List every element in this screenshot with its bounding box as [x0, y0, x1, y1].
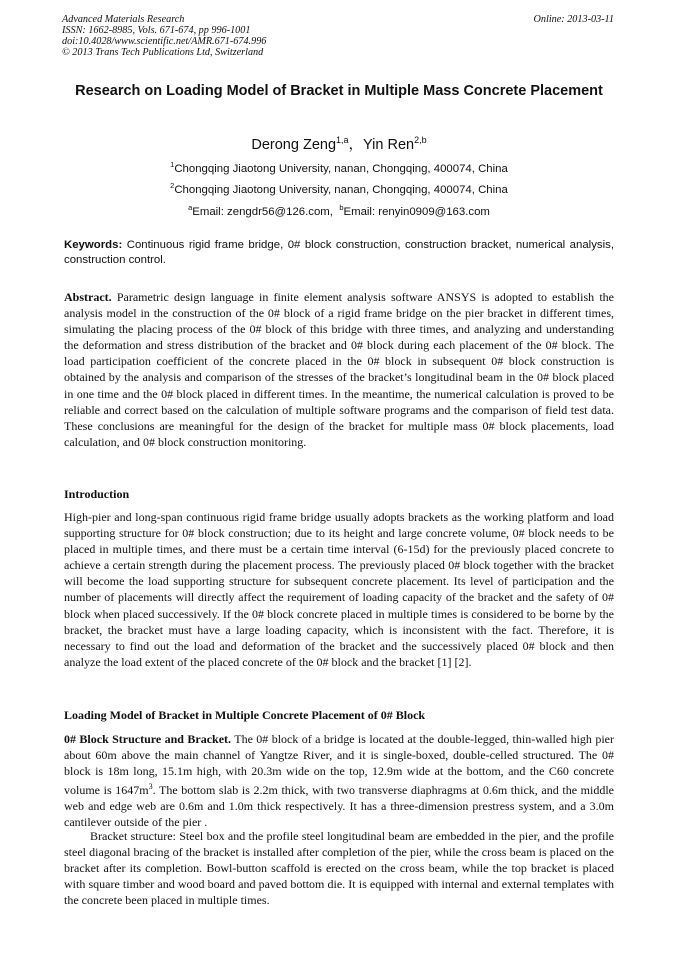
introduction-heading: Introduction — [64, 487, 130, 501]
author-2: Yin Ren — [363, 137, 415, 153]
bracket-structure-paragraph: Bracket structure: Steel box and the profile steel longitudinal beam are embedded in the pier, and the profile steel diagonal bracing of the bracket is installed after completion of the pier, while the cross beam is placed on the bracket after its completion. Bowl-button scaffold is erected on the cross beam, while the top bracket is placed with square timber and wood board and paved bottom die. It is equipped with internal and external templates with the concrete been placed in multiple times. — [64, 829, 614, 908]
affiliation-1-sup: 1 — [170, 160, 175, 169]
author-1: Derong Zeng — [251, 137, 337, 153]
author-1-sup: 1,a — [336, 135, 349, 146]
section2-superscript: 3 — [148, 782, 153, 792]
introduction-text: High-pier and long-span continuous rigid frame bridge usually adopts brackets as the working platform and load supporting structure for 0# block construction; due to its height and large concrete volume, 0# block needs to be placed in multiple times, and there must be a certain time interval (6-15d) for the previously placed concrete to achieve a certain strength during the placement process. The previously placed 0# block together with the bracket will become the load supporting structure for subsequent concrete placement. Its level of participation and the number of placements will directly affect the requirement of loading capacity of the bracket and the safety of 0# block when placed successively. If the 0# block concrete placed in multiple times is considered to be borne by the bracket, the bracket must have a large loading capacity, which is inconsistent with the fact. Therefore, it is necessary to find out the load and deformation of the bracket and the successively placed 0# block and then analyze the load extent of the placed concrete of the 0# block and the bracket [1] [2]. — [64, 510, 614, 669]
abstract-text: Parametric design language in finite element analysis software ANSYS is adopted to establish the analysis model in the construction of the 0# block of a rigid frame bridge on the pier bracket in different times, simulating the placing process of the 0# block of this bridge with three times, and analyzing and understanding the deformation and stress distribution of the bracket and 0# block during each placement of the 0# block. The load participation coefficient of the concrete placed in the 0# block in subsequent 0# block construction is obtained by the analysis and comparison of the stresses of the bracket’s longitudinal beam in the 0# block placed in one time and the 0# block placed in different times. In the meantime, the numerical calculation is proved to be reliable and correct based on the calculation of multiple software programs and the comparison of field test data. These conclusions are meaningful for the design of the bracket for multiple mass 0# block placements, load calculation, and 0# block construction monitoring. — [64, 290, 615, 449]
email-b-sup: b — [339, 203, 344, 212]
section2-heading: Loading Model of Bracket in Multiple Concrete Placement of 0# Block — [64, 708, 426, 722]
copyright-line: © 2013 Trans Tech Publications Ltd, Switzerland — [62, 47, 264, 58]
email-a: Email: zengdr56@126.com, — [192, 205, 333, 218]
email-line — [64, 203, 614, 218]
keywords — [64, 238, 614, 268]
section2-sub-label: 0# Block Structure and Bracket. — [64, 732, 232, 746]
author-2-sup: 2,b — [414, 135, 427, 146]
abstract — [64, 289, 614, 450]
keywords-label: Keywords: — [64, 239, 123, 251]
section2-text-a: The 0# block of a bridge is located at the double-legged, thin-walled high pier about 60m above the main channel of Yangtze River, and it is single-boxed, double-celled structured. The 0# block is 18m long, 15.1m high, with 20.3m wide on the top, 12.9m wide at the bottom, and the C60 concrete volume is 1647m — [64, 732, 614, 798]
paper-title: Research on Loading Model of Bracket in Multiple Mass Concrete Placement — [75, 83, 603, 99]
author-separator: ， — [348, 137, 364, 153]
affiliation-1 — [64, 160, 614, 175]
section2-paragraph — [64, 731, 614, 831]
issn-line: ISSN: 1662-8985, Vols. 671-674, pp 996-1001 — [62, 25, 251, 36]
email-a-sup: a — [188, 203, 193, 212]
author-line — [64, 133, 614, 154]
affiliation-2 — [64, 181, 614, 196]
affiliation-2-text: Chongqing Jiaotong University, nanan, Chongqing, 400074, China — [174, 183, 508, 196]
email-b: Email: renyin0909@163.com — [343, 205, 490, 218]
journal-header — [62, 14, 266, 58]
online-date: Online: 2013-03-11 — [533, 14, 614, 25]
doi-line: doi:10.4028/www.scientific.net/AMR.671-674.996 — [62, 36, 267, 47]
affiliation-2-sup: 2 — [170, 181, 175, 190]
section2-text-b: . The bottom slab is 2.2m thick, with two transverse diaphragms at 0.6m thick, and the middle web and edge web are 0.6m and 1.0m thick respectively. It has a three-dimension prestress system, and a 3.0m cantilever outside of the pier . — [64, 783, 614, 830]
abstract-label: Abstract. — [64, 290, 112, 304]
keywords-text: Continuous rigid frame bridge, 0# block construction, construction bracket, numerical analysis, construction control. — [64, 239, 614, 266]
journal-name: Advanced Materials Research — [62, 14, 185, 25]
affiliation-1-text: Chongqing Jiaotong University, nanan, Chongqing, 400074, China — [174, 162, 508, 175]
